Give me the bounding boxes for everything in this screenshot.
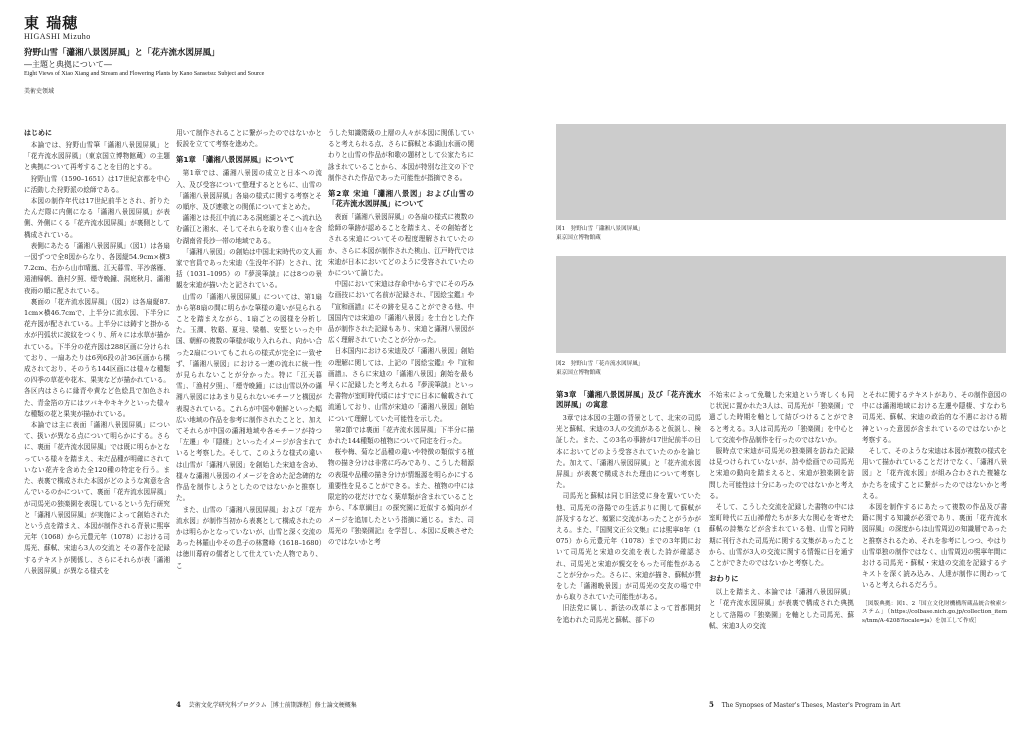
paragraph: 裏面の「花卉流水図屏風」（図2）は各扇縦87.1cm×横46.7cmで、上半分に流水図、下半分に花卉図が配されている。上半分には鋳すと掛かる水が円弧状に波紋をつくり、所々には水草が描かれている。下半分の花卉図は288区画に分けられており、一扇あたりは6列6段の計36区画から構成されており、そのうち144区画には様々な種類の四季の草花や花木、果実などが描かれている。各区内はさらに縁青や黄など色絵具で加色された、青金箔の方にはツバキやキキクといった様々な種類の花と果実が描かれている。 xyxy=(24,297,170,418)
affiliation: 美術史領域 xyxy=(24,88,55,95)
chapter-heading-3: 第3章 「瀟湘八景図屏風」及び「花卉流水図屏風」の寓意 xyxy=(556,390,701,409)
footer-right xyxy=(709,700,900,709)
paragraph: 3章では本図の主題の背景として、北宋の司馬光と蘇軾、宋迪の3人の交流があると仮説し、検証した。また、この3名の事跡が17世紀前半の日本においてどのよう受容されていたのかを論じた。加えて、「瀟湘八景図屏風」と「花卉流水図屏風」が表裏で構成された理由について考察した。 xyxy=(556,414,701,490)
chapter-heading-2: 第2章 宋迪「瀟湘八景図」および山雪の「花卉流水図屏風」について xyxy=(328,189,474,209)
paragraph: 本論では、狩野山雪筆「瀟湘八景図屏風」と「花卉流水図屏風」（東京国立博物館蔵）の主題と典拠について再考することを目的とする。 xyxy=(24,141,170,172)
figure-1-title: 図1 狩野山雪「瀟湘八景図屏風」 xyxy=(556,226,644,232)
section-heading-intro: はじめに xyxy=(24,129,52,137)
paragraph: そして、こうした交流を記録した書物の中には室町時代に五山禅僧たちが多大な関心を寄せた蘇軾の詩集などが含まれている他、山雪と同時期に刊行された司馬光に関する文集があったことから、山雪が3人の交流に関する情報に日を通すことができたのではないかと考察した。 xyxy=(709,503,854,568)
paragraph: 以上を踏まえ、本論では「瀟湘八景図屏風」と「花卉流水図屏風」が表裏で構成された典拠として洛陽の「独楽園」を軸とした司馬光、蘇軾、宋迪3人の交流 xyxy=(709,588,854,630)
section-heading-conclusion: おわりに xyxy=(709,574,739,584)
figure-2-image xyxy=(556,256,1006,353)
paper-title-en: Eight Views of Xiao Xiang and Stream and Flowering Plants by Kano Sansetsu: Subject and Source xyxy=(24,71,265,77)
figure-2-title: 図2 狩野山雪「花卉流水図屏風」 xyxy=(556,361,644,367)
right-column-2 xyxy=(709,390,854,632)
chapter-heading-1: 第1章 「瀟湘八景図屏風」について xyxy=(176,155,295,165)
paragraph: 日本国内における宋迪及び「瀟湘八景図」創始の理解に関しては、上記の『図絵宝鑑』や『宣和画譜』、さらに宋迪の「瀟湘八景図」創始を最も早くに記録したと考えられる『夢渓筆談』といった書物が室町時代頃にはすでに日本に輸載されて流通しており、山雪が宋迪の「瀟湘八景図」創始について理解していた可能性を示した。 xyxy=(328,347,474,423)
paragraph: 中国において宋迪は存命中からすでにその巧みな画技において名前が記録され、『図絵宝鑑』や『宣和画譜』にその跡を見ることができる他、中国国内では宋迪の「瀟湘八景図」を土台とした作品が制作された記録もあり、宋迪と瀟湘八景図が広く理解されていたことが分かった。 xyxy=(328,280,474,345)
paragraph: 桜や梅、菊など品種の違いや特徴の類似する植物の描き分けは非常に巧みであり、こうした精源の表現や品種の描き分けが情報源を明らかにする重要性を見ることができる。また、植物の中には限定的の花だけでなく薬草類が含まれていることから、『本草綱目』の探究園に近似する傾向がイメージを追加したという指摘に通じる。また、司馬光の『独楽園記』を学習し、本図に反映させたのではないかと考 xyxy=(328,448,474,546)
paragraph: 本図の制作年代は17世紀前半とされ、折りたたんだ際に内側になる「瀟湘八景図屏風」が表側、外側にくる「花卉流水図屏風」が裏側として構成されている。 xyxy=(24,197,170,239)
figure-2-owner: 東京国立博物館蔵 xyxy=(556,369,601,376)
footer-left-text: 芸術文化学研究科プログラム［博士前期課程］修士論文梗概集 xyxy=(188,702,357,709)
paragraph: 本論では主に表面「瀟湘八景図屏風」について、扱いが異なる点について明らかにする。さらに、裏面「花卉流水図屏風」では既に明らかとなっている様々を踏まえ、未だ品種が明確にされていない花卉を含めた全120種の特定を行う。また、表裏で構成された本図がどのような寓意を含んでいるのかについて、裏面「花卉流水図屏風」が司馬光の独楽園を表現しているという先行研究と「瀟湘八景図屏風」が実施によって創始されたという点を踏まえ、本図が制作される背景に煕寧元年（1068）から元豊元年（1078）における司馬光、蘇軾、宋迪ら3人の交流と その著作を記録するテキストが関係し、さらにそれらが表「瀟湘八景図屏風」が異なる様式を xyxy=(24,421,170,575)
paragraph: 瀟湘とは長江中流にある洞庭湖とそこへ流れ込む瀟江と湘水、そしてそれらを取り巻く山々を含む湖南省長沙一帯の地域である。 xyxy=(176,214,322,245)
left-column-2 xyxy=(176,128,322,572)
paragraph: うした知識階級の上層の人々が本図に関係していると考えられる点、さらに蘇軾と本湖山水画の関わりと山雪の作品が和歌の題材として公家たちに詠まれていることから、本図が特別な注文の下で制作された作品であった可能性が指摘できる。 xyxy=(328,129,474,182)
paragraph: 「瀟湘八景図」の創始は中国北宋時代の文人画家で官員であった宋迪（生没年不詳）とされ、沈括（1031–1095）の『夢渓筆談』には8つの景観を宋迪が描いたと記されている。 xyxy=(176,247,322,290)
paper-title-ja: 狩野山雪「瀟湘八景図屏風」と「花卉流水図屏風」 xyxy=(24,48,220,58)
paragraph: また、山雪の「瀟湘八景図屏風」および「花卉流水図」が制作当初から表裏として構成されたのかは明らかとなっていないが、山雪と深く交流のあった林羅山やその息子の林鵞峰（1618–1680）は徳川幕府の儒者として仕えていた人物であり、こ xyxy=(176,505,322,570)
figure-1-owner: 東京国立博物館蔵 xyxy=(556,234,601,241)
right-column-1 xyxy=(556,390,701,626)
footer-right-text: The Synopses of Master's Theses, Master's Program in Art xyxy=(721,702,901,709)
left-column-1 xyxy=(24,128,170,577)
page-number-left: 4 xyxy=(176,700,181,709)
left-column-3 xyxy=(328,128,474,548)
author-name-ja: 東 瑞穂 xyxy=(24,14,79,32)
right-column-3 xyxy=(862,390,1007,625)
paragraph: 司馬光と蘇軾は同じ旧法党に身を置いていた他、司馬光の洛陽での生活ぶりに関して蘇軾が詳及するなど、頻繁に交流があったことがうかがえる。また、『国関文正公文集』には煕寧8年（1075）から元豊元年（1078）までの3年間において司馬光と宋迪の交流を表した詩が確認され、司馬光と宋迪が親交をもった可能性があることが分かった。さらに、宋迪が描き、蘇軾が賛をした「瀟湘晩景図」が司馬光の交友の場で中から取りされていた可能性がある。 xyxy=(556,492,701,602)
paragraph: 第1章では、瀟湘八景図の成立と日本への流入、及び受容について整理するとともに、山雪の「瀟湘八景図屏風」各扇の様式に関する考察とその順序、及び連歌との関係についてまとめた。 xyxy=(176,169,322,212)
author-name-en: HIGASHI Mizuho xyxy=(24,32,91,41)
figure-1-caption xyxy=(556,225,643,242)
paragraph: そして、そのような宋迪は本図が複数の様式を用いて描かれていることだけでなく、「瀟湘八景図」と「花卉流水図」が組み合わされた複雑なかたちを成すことに繋がったのではないかと考える。 xyxy=(862,447,1007,500)
image-credit: ［図版典拠：図1、2「国立文化財機構所蔵品統合検索システム」（https://colbase.nich.go.jp/collection_items/tnm/A-4208?locale=ja）を加工して作成］ xyxy=(862,600,1007,624)
paragraph: 本図を制作するにあたって複数の作品及び書籍に関する知識が必須であり、裏面「花卉流水図屏風」の深度からは山雪周辺の知識層であったと推察されるため、それを参考にしつつ、やはり山雪単独の制作ではなく、山雪周辺の煕寧年間における司馬光・蘇軾・宋迪の交流を記録するテキストを深く読み込み、人達が制作に関わっていると考えられるだろう。 xyxy=(862,503,1007,590)
paragraph: 服時点で宋迪が司馬光の独楽園を訪ねた記録は見つけられていないが、詩や絵画での司馬光と宋迪の動向を踏まえると、宋迪が独楽園を訪問した可能性は十分にあったのではないかと考える。 xyxy=(709,447,854,500)
paragraph: 第2節では裏面「花卉流水図屏風」下半分に描かれた144種類の植物について同定を行った。 xyxy=(328,425,474,446)
paragraph: 表側にあたる「瀟湘八景図屏風」（図1）は各扇一図ずつで全8図からなり、各図縦54.9cm×横37.2cm、右から山市晴嵐、江天暮雪、平沙落雁、遠浦帰帆、漁村夕照、煙寺晩鐘、洞庭秋月、瀟湘夜雨の順に配されている。 xyxy=(24,241,170,295)
paragraph: とそれに関するテキストがあり、その制作意図の中には瀟湘地域における左遷や隠棲、すなわち司馬光、蘇軾、宋迪の政治的な不遇における精神といった意図が含まれているのではないかと考察する。 xyxy=(862,391,1007,444)
paper-subtitle-ja: ―主題と典拠について― xyxy=(24,60,112,69)
paragraph: 狩野山雪（1590–1651）は17世紀京都を中心に活動した狩野派の絵師である。 xyxy=(24,174,170,194)
paragraph: 表面「瀟湘八景図屏風」の各扇の様式に複数の絵師の筆跡が認めることを踏まえ、その創始者とされる宋迪についてその程度理解されていたのか、さらに本図が制作された桃山、江戸時代では宋迪が日本においてどのように受容されていたのかについて論じた。 xyxy=(328,213,474,278)
paragraph: 旧法党に属し、新法の改革によって首都開封を追われた司馬光と蘇軾、部下の xyxy=(556,604,701,624)
footer-left xyxy=(176,700,357,709)
page-number-right: 5 xyxy=(709,700,714,709)
right-page xyxy=(515,0,1030,729)
figure-2-caption xyxy=(556,360,643,377)
paragraph: 山雪の「瀟湘八景図屏風」については、第1扇から第8扇の間に明らかな筆様の違いが見られることを踏まえながら、1扇ごとの図様を分析した。玉澗、牧谿、夏珪、梁楷、安堅といった中国、朝鮮の複数の筆様が取り入れられ、向かい合った2扇についてもこれらの様式が完全に一致せず、「瀟湘八景図」における一連の流れに統一性が見られないことが分かった。特に「江天暮雪」、「漁村夕照」、「煙寺晩鐘」には山雪以外の瀟湘八景図にはあまり見られないモチーフと構図が表現されている。これらが中国や朝鮮といった幅広い地域の作品を参考に制作されたことと、加えてそれらが中国の瀟湘地域や各モチーフが持つ「左遷」や「隠棲」といったイメージが含まれていると考察した。そして、このような様式の違いは山雪が「瀟湘八景図」を創始した宋迪を含め、様々な瀟湘八景図のイメージを含めた記念碑的な作品を制作しようとしたのではないかと推察した。 xyxy=(176,292,322,503)
paragraph: 不始末によって免職した宋迪という寄しくも同じ状況に置かれた3人は、司馬光が「独楽園」で過ごした時期を軸として結びつけることができると考える。3人は司馬光の「独楽園」を中心として交流や作品制作を行ったのではないか。 xyxy=(709,391,854,444)
figure-1-image xyxy=(556,124,1006,220)
paragraph: 用いて制作されることに繋がったのではないかと仮説を立てて考察を進めた。 xyxy=(176,129,322,149)
